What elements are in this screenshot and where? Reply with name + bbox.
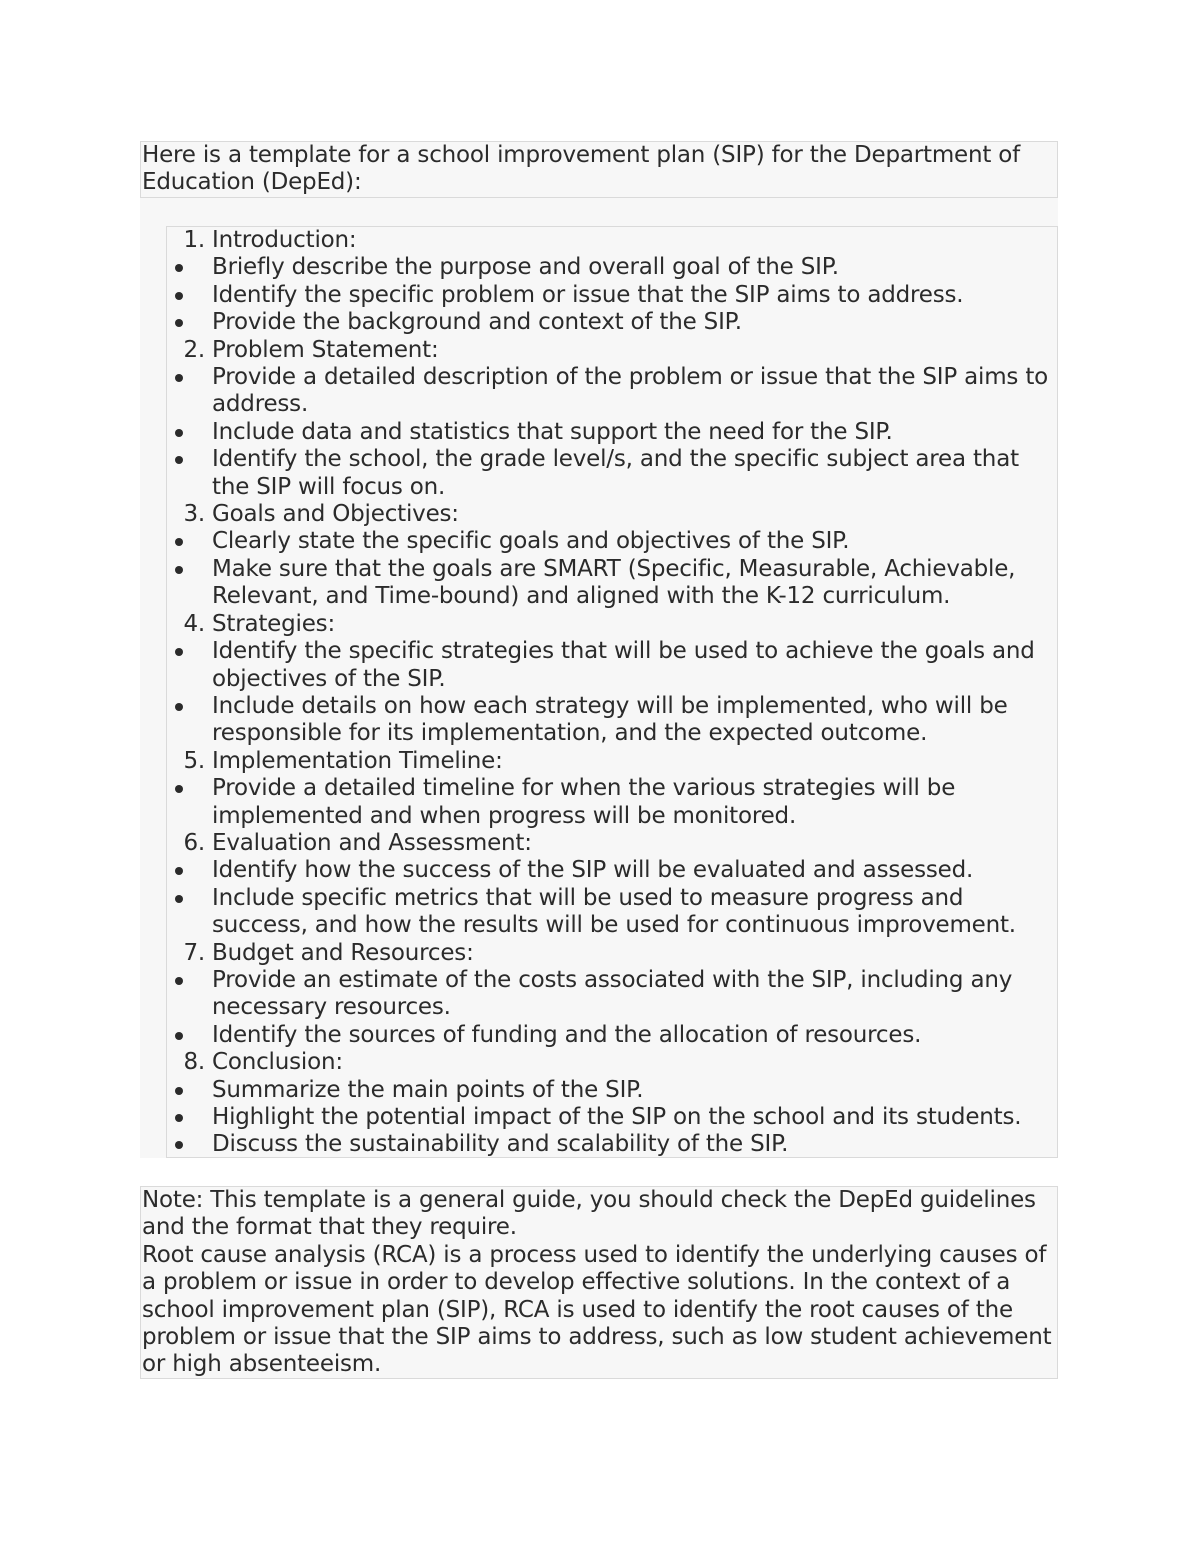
bullet-icon	[175, 977, 183, 985]
section-number: 2.	[183, 336, 205, 363]
list-item-text: Briefly describe the purpose and overall goal of the SIP.	[212, 254, 839, 281]
section-heading	[167, 940, 1057, 967]
list-item	[167, 528, 1057, 555]
bullet-icon	[175, 319, 183, 327]
list-item-text: Identify the specific strategies that will be used to achieve the goals and objectives of the SIP.	[212, 638, 1035, 692]
list-item	[167, 254, 1057, 281]
list-item	[167, 885, 1057, 940]
list-item	[167, 1077, 1057, 1104]
list-item	[167, 693, 1057, 748]
sip-outline-list	[166, 226, 1058, 1158]
bullet-icon	[175, 429, 183, 437]
section-heading	[167, 227, 1057, 254]
section-title: Strategies:	[212, 610, 336, 637]
list-item	[167, 282, 1057, 309]
section-title: Introduction:	[212, 227, 357, 253]
list-item-text: Identify the school, the grade level/s, and the specific subject area that the SIP will focus on.	[212, 446, 1019, 500]
bullet-icon	[175, 538, 183, 546]
list-item-text: Identify the specific problem or issue that the SIP aims to address.	[212, 281, 964, 308]
list-item-text: Provide an estimate of the costs associated with the SIP, including any necessary resources.	[212, 966, 1013, 1021]
bullet-icon	[175, 1114, 183, 1122]
bullet-icon	[175, 785, 183, 793]
note-block	[140, 1186, 1058, 1379]
list-item-text: Provide the background and context of the SIP.	[212, 309, 742, 336]
list-item	[167, 775, 1057, 830]
list-item	[167, 419, 1057, 446]
list-item	[167, 556, 1057, 611]
list-item	[167, 638, 1057, 693]
list-item	[167, 446, 1057, 501]
list-item	[167, 967, 1057, 1022]
list-item	[167, 1104, 1057, 1131]
section-title: Goals and Objectives:	[212, 501, 459, 528]
bullet-icon	[175, 1032, 183, 1040]
section-title: Problem Statement:	[212, 336, 439, 363]
list-item-text: Highlight the potential impact of the SIP on the school and its students.	[212, 1104, 1022, 1130]
bullet-icon	[175, 1087, 183, 1095]
bullet-icon	[175, 374, 183, 382]
list-item-text: Clearly state the specific goals and objectives of the SIP.	[212, 528, 850, 555]
bullet-icon	[175, 264, 183, 272]
bullet-icon	[175, 703, 183, 711]
section-heading	[167, 830, 1057, 857]
section-number: 8.	[183, 1049, 205, 1076]
bullet-icon	[175, 895, 183, 903]
list-item-text: Include details on how each strategy will be implemented, who will be responsible for its implementation, and the expected outcome.	[212, 692, 1008, 747]
list-item	[167, 309, 1057, 336]
section-number: 7.	[183, 939, 205, 966]
bullet-icon	[175, 867, 183, 875]
section-heading	[167, 1049, 1057, 1076]
list-item-text: Include specific metrics that will be used to measure progress and success, and how the results will be used for continuous improvement.	[212, 884, 1016, 939]
bullet-icon	[175, 648, 183, 656]
section-heading	[167, 611, 1057, 638]
section-number: 3.	[183, 501, 205, 528]
section-number: 5.	[183, 747, 205, 774]
list-item-text: Include data and statistics that support the need for the SIP.	[212, 418, 893, 445]
list-item	[167, 364, 1057, 419]
section-heading	[167, 748, 1057, 775]
list-item-text: Identify the sources of funding and the allocation of resources.	[212, 1021, 922, 1048]
list-item-text: Provide a detailed timeline for when the various strategies will be implemented and when progress will be monitored.	[212, 775, 956, 829]
rca-paragraph: Root cause analysis (RCA) is a process used to identify the underlying causes of a problem or issue in order to develop effective solutions. In the context of a school improvement plan (SIP), RCA is used to identify the root causes of the problem or issue that the SIP aims to address, such as low student achievement or high absenteeism.	[142, 1241, 1052, 1378]
section-number: 4.	[183, 610, 205, 637]
section-number: 1.	[183, 227, 205, 253]
list-item-text: Discuss the sustainability and scalability of the SIP.	[212, 1131, 789, 1158]
bullet-icon	[175, 292, 183, 300]
note-text: Note: This template is a general guide, you should check the DepEd guidelines and the format that they require.	[142, 1187, 1036, 1241]
section-title: Implementation Timeline:	[212, 747, 503, 774]
list-item-text: Make sure that the goals are SMART (Specific, Measurable, Achievable, Relevant, and Time-bound) and aligned with the K-12 curriculum.	[212, 555, 1016, 610]
intro-text: Here is a template for a school improvement plan (SIP) for the Department of Education (DepEd):	[142, 142, 1021, 196]
bullet-icon	[175, 1141, 183, 1149]
section-title: Conclusion:	[212, 1049, 343, 1076]
list-item-text: Provide a detailed description of the problem or issue that the SIP aims to address.	[212, 364, 1049, 418]
section-heading	[167, 501, 1057, 528]
intro-paragraph	[140, 141, 1058, 198]
section-title: Budget and Resources:	[212, 939, 474, 966]
list-item	[167, 1131, 1057, 1158]
list-item-text: Summarize the main points of the SIP.	[212, 1076, 644, 1103]
section-title: Evaluation and Assessment:	[212, 829, 532, 856]
list-item	[167, 1022, 1057, 1049]
section-number: 6.	[183, 829, 205, 856]
bullet-icon	[175, 566, 183, 574]
list-item	[167, 857, 1057, 884]
list-item-text: Identify how the success of the SIP will be evaluated and assessed.	[212, 857, 974, 884]
bullet-icon	[175, 456, 183, 464]
section-heading	[167, 337, 1057, 364]
